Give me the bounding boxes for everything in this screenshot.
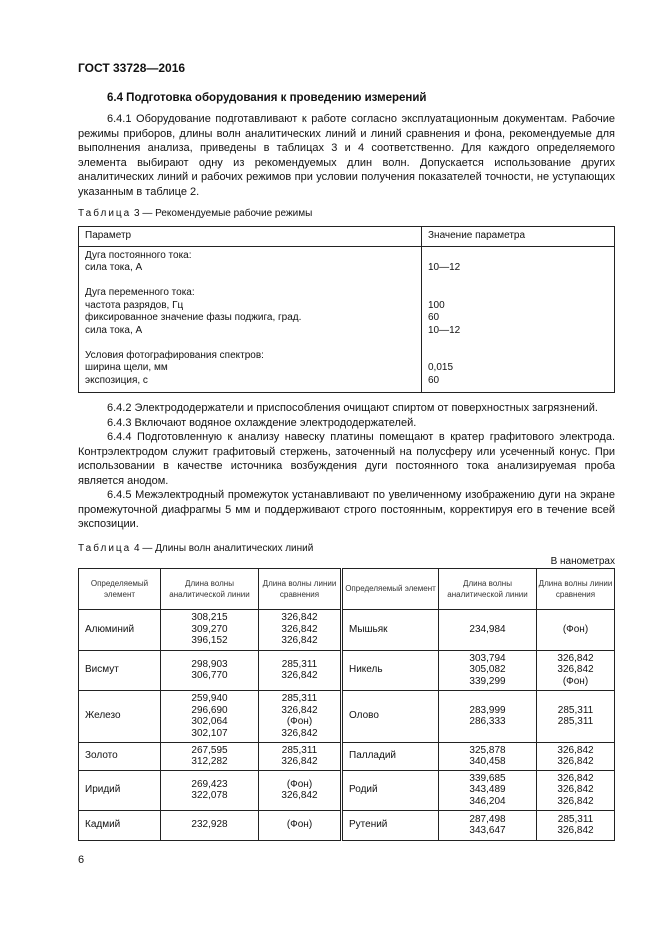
wavelength: 326,842 — [281, 670, 318, 681]
wavelength: 232,928 — [191, 819, 228, 831]
wavelength: (Фон) — [286, 778, 313, 790]
wavelength: 326,842 — [557, 652, 594, 664]
table-row — [79, 609, 615, 650]
analytical-wavelength-cell — [439, 609, 537, 650]
table-row — [79, 810, 615, 840]
wavelength: (Фон) — [562, 623, 589, 635]
wavelength: 326,842 — [281, 727, 318, 739]
wavelength: 343,489 — [469, 784, 506, 796]
analytical-wavelength-cell — [439, 742, 537, 770]
header-cell: Длина волны линии сравнения — [259, 568, 342, 609]
reference-wavelength-cell — [259, 650, 342, 690]
wavelength: 339,299 — [469, 675, 506, 687]
element-cell: Палладий — [342, 742, 439, 770]
parameter-label: Дуга переменного тока: — [85, 287, 195, 298]
reference-wavelength-cell — [537, 609, 615, 650]
wavelength: 326,842 — [557, 772, 594, 784]
parameter-label: ширина щели, мм — [85, 362, 168, 373]
standard-number: ГОСТ 33728—2016 — [78, 61, 186, 75]
wavelength: 286,333 — [469, 716, 506, 727]
wavelength: 287,498 — [469, 813, 506, 825]
wavelength: 322,078 — [191, 790, 228, 801]
header-cell: Определяемый элемент — [342, 568, 439, 609]
wavelength: 302,064 — [191, 716, 228, 727]
paragraph-block-1 — [78, 112, 615, 199]
element-cell: Иридий — [79, 770, 161, 810]
parameter-value: 60 — [428, 312, 440, 323]
element-cell: Родий — [342, 770, 439, 810]
header-cell: Определяемый элемент — [79, 568, 161, 609]
wavelength: 396,152 — [191, 635, 228, 647]
element-cell: Мышьяк — [342, 609, 439, 650]
wavelength: (Фон) — [286, 819, 313, 831]
wavelength: 298,903 — [191, 658, 228, 670]
table-row — [79, 650, 615, 690]
parameter-cell — [79, 246, 422, 393]
wavelength: 283,999 — [469, 704, 506, 716]
analytical-wavelength-cell — [161, 742, 259, 770]
reference-wavelength-cell — [537, 650, 615, 690]
wavelength: 326,842 — [281, 635, 318, 647]
wavelength: 326,842 — [557, 795, 594, 807]
parameter-value: 100 — [428, 299, 445, 311]
table-3 — [78, 226, 615, 393]
parameter-value: 0,015 — [428, 362, 454, 373]
analytical-wavelength-cell — [161, 650, 259, 690]
wavelength: 303,794 — [469, 652, 506, 664]
parameter-label: фиксированное значение фазы поджига, град. — [85, 312, 302, 323]
wavelength: 326,842 — [557, 756, 594, 767]
header-cell: Параметр — [79, 227, 422, 247]
analytical-wavelength-cell — [439, 810, 537, 840]
wavelength: 285,311 — [281, 658, 318, 670]
header-cell: Значение параметра — [422, 227, 615, 247]
wavelength: 285,311 — [557, 704, 594, 716]
wavelength: 343,647 — [469, 825, 506, 836]
wavelength: 309,270 — [191, 623, 228, 635]
wavelength: 312,282 — [191, 756, 228, 767]
wavelength: (Фон) — [286, 716, 313, 727]
reference-wavelength-cell — [259, 770, 342, 810]
value-cell — [422, 246, 615, 393]
parameter-label: Условия фотографирования спектров: — [85, 349, 264, 361]
reference-wavelength-cell — [537, 810, 615, 840]
parameter-value: 60 — [428, 374, 440, 386]
parameter-label: частота разрядов, Гц — [85, 299, 184, 311]
reference-wavelength-cell — [259, 742, 342, 770]
table-row — [79, 770, 615, 810]
wavelength: 326,842 — [557, 784, 594, 796]
wavelength: 302,107 — [191, 727, 228, 739]
wavelength: 285,311 — [557, 813, 594, 825]
parameter-label: экспозиция, с — [85, 374, 148, 386]
element-cell: Олово — [342, 690, 439, 742]
wavelength: 326,842 — [281, 756, 318, 767]
wavelength: 326,842 — [557, 744, 594, 756]
wavelength: 340,458 — [469, 756, 506, 767]
header-cell: Длина волны аналитической линии — [161, 568, 259, 609]
wavelength: 259,940 — [191, 693, 228, 704]
wavelength: 306,770 — [191, 670, 228, 681]
header-cell: Длина волны аналитической линии — [439, 568, 537, 609]
table-row — [79, 690, 615, 742]
reference-wavelength-cell — [537, 770, 615, 810]
parameter-label: Дуга постоянного тока: — [85, 249, 192, 261]
paragraph-block-2 — [78, 401, 615, 532]
wavelength: 234,984 — [469, 623, 506, 635]
wavelength: 326,842 — [281, 612, 318, 624]
table4-caption — [78, 542, 615, 555]
caption-word: Таблица — [78, 542, 132, 554]
parameter-value — [428, 350, 608, 363]
wavelength: 285,311 — [557, 716, 594, 727]
element-cell: Висмут — [79, 650, 161, 690]
analytical-wavelength-cell — [161, 690, 259, 742]
page-content — [78, 0, 615, 897]
wavelength: 308,215 — [191, 612, 228, 624]
wavelength: (Фон) — [562, 675, 589, 687]
parameter-value — [428, 287, 608, 300]
wavelength: 346,204 — [469, 795, 506, 807]
analytical-wavelength-cell — [161, 770, 259, 810]
element-cell: Железо — [79, 690, 161, 742]
analytical-wavelength-cell — [439, 650, 537, 690]
analytical-wavelength-cell — [439, 770, 537, 810]
element-cell: Кадмий — [79, 810, 161, 840]
element-cell: Рутений — [342, 810, 439, 840]
page-number: 6 — [78, 853, 85, 866]
paragraph: 6.4.4 Подготовленную к анализу навеску платины помещают в кратер графитового электрода. Контрэлектродом служит графитовый стержень, заточенный на полусферу или усеченный конус. При использовании в качестве источника возбуждения дуги постоянного тока анализируемая проба является анодом. — [78, 431, 615, 487]
reference-wavelength-cell — [259, 810, 342, 840]
header-cell: Длина волны линии сравнения — [537, 568, 615, 609]
wavelength: 339,685 — [469, 772, 506, 784]
reference-wavelength-cell — [259, 690, 342, 742]
analytical-wavelength-cell — [161, 810, 259, 840]
table-4 — [78, 568, 615, 841]
parameter-value — [428, 250, 608, 263]
reference-wavelength-cell — [259, 609, 342, 650]
caption-word: Таблица — [78, 208, 132, 219]
paragraph: 6.4.1 Оборудование подготавливают к работе согласно эксплуатационным документам. Рабочие режимы приборов, длины волн аналитических линий и линий сравнения и фона, рекомендуемые для выполнения анализа, приведены в таблицах 3 и 4 соответственно. Для каждого определяемого элемента выбирают одну из рекомендуемых длин волн. Допускается использование других аналитических линий и рабочих режимов при условии получения показателей точности, не уступающих указанным в таблице 2. — [78, 113, 615, 198]
wavelength: 305,082 — [469, 664, 506, 676]
wavelength: 325,878 — [469, 744, 506, 756]
wavelength: 326,842 — [557, 825, 594, 836]
wavelength: 296,690 — [191, 704, 228, 716]
reference-wavelength-cell — [537, 690, 615, 742]
element-cell: Никель — [342, 650, 439, 690]
caption-text: 3 — Рекомендуемые рабочие режимы — [131, 208, 313, 219]
wavelength: 326,842 — [281, 790, 318, 801]
parameter-value: 10—12 — [428, 324, 461, 336]
element-cell: Алюминий — [79, 609, 161, 650]
wavelength: 285,311 — [281, 744, 318, 756]
wavelength: 326,842 — [281, 704, 318, 716]
units-note: В нанометрах — [550, 555, 615, 567]
wavelength: 326,842 — [281, 623, 318, 635]
paragraph: 6.4.3 Включают водяное охлаждение электрододержателей. — [107, 416, 417, 429]
caption-text: 4 — Длины волн аналитических линий — [131, 542, 314, 554]
section-heading: 6.4 Подготовка оборудования к проведению измерений — [107, 92, 427, 104]
paragraph: 6.4.2 Электрододержатели и приспособления очищают спиртом от поверхностных загрязнений. — [107, 402, 598, 414]
reference-wavelength-cell — [537, 742, 615, 770]
wavelength: 326,842 — [557, 664, 594, 676]
wavelength: 269,423 — [191, 778, 228, 790]
element-cell: Золото — [79, 742, 161, 770]
wavelength: 285,311 — [281, 693, 318, 704]
wavelength: 267,595 — [191, 744, 228, 756]
parameter-label: сила тока, А — [85, 262, 143, 273]
paragraph: 6.4.5 Межэлектродный промежуток устанавливают по увеличенному изображению дуги на экране промежуточной диафрагмы 5 мм и поддерживают строго постоянным, корректируя его в течение всей экспозиции. — [78, 489, 615, 530]
table-row — [79, 742, 615, 770]
table3-caption — [78, 207, 615, 220]
analytical-wavelength-cell — [439, 690, 537, 742]
parameter-value: 10—12 — [428, 262, 461, 273]
analytical-wavelength-cell — [161, 609, 259, 650]
parameter-label: сила тока, А — [85, 324, 143, 336]
